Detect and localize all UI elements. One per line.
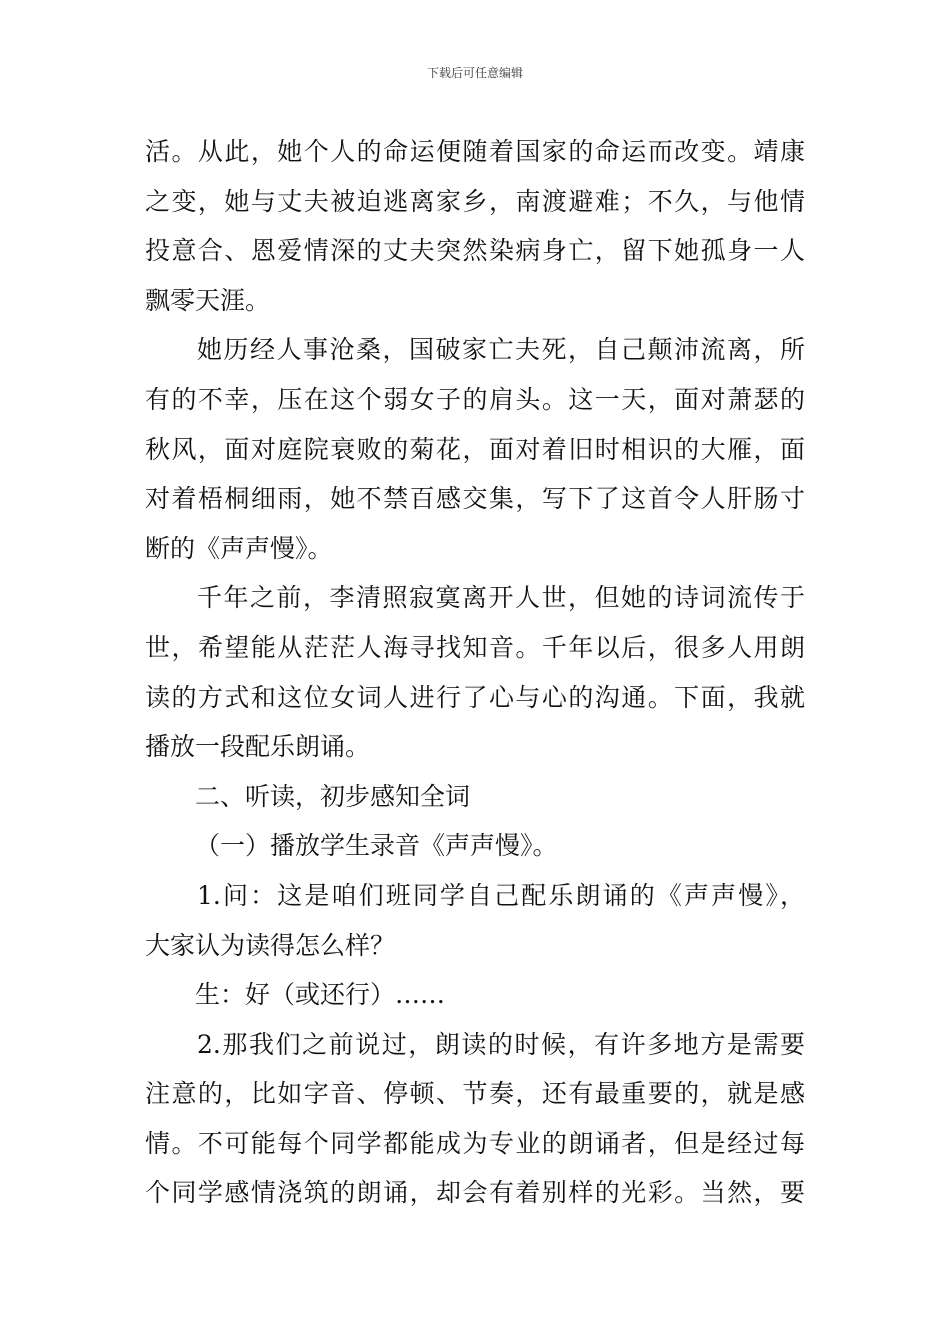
text-line: 之变，她与丈夫被迫逃离家乡，南渡避难；不久，与他情 [145, 186, 805, 216]
paragraph-start-line: 1.问：这是咱们班同学自己配乐朗诵的《声声慢》， [197, 880, 805, 910]
text-line: 注意的，比如字音、停顿、节奏，还有最重要的，就是感 [145, 1079, 805, 1109]
body-text [145, 127, 805, 1218]
paragraph-start-line: 2.那我们之前说过，朗读的时候，有许多地方是需要 [197, 1029, 805, 1059]
paragraph-start-line: 她历经人事沧桑，国破家亡夫死，自己颠沛流离，所 [197, 335, 805, 365]
text-line: 秋风，面对庭院衰败的菊花，面对着旧时相识的大雁，面 [145, 434, 805, 464]
subsection-heading: （一）播放学生录音《声声慢》。 [195, 831, 558, 861]
paragraph-start-line: 生：好（或还行）…… [195, 980, 446, 1010]
text-line: 大家认为读得怎么样？ [145, 930, 396, 960]
text-line: 投意合、恩爱情深的丈夫突然染病身亡，留下她孤身一人 [145, 236, 805, 266]
text-line: 有的不幸，压在这个弱女子的肩头。这一天，面对萧瑟的 [145, 384, 805, 414]
text-line: 对着梧桐细雨，她不禁百感交集，写下了这首令人肝肠寸 [145, 484, 805, 514]
section-heading: 二、听读，初步感知全词 [195, 781, 471, 811]
page-header: 下载后可任意编辑 [426, 66, 523, 80]
text-line: 读的方式和这位女词人进行了心与心的沟通。下面，我就 [145, 682, 805, 712]
text-line: 播放一段配乐朗诵。 [145, 732, 371, 762]
text-line: 飘零天涯。 [145, 285, 271, 315]
text-line: 断的《声声慢》。 [145, 533, 333, 563]
text-line: 情。不可能每个同学都能成为专业的朗诵者，但是经过每 [145, 1128, 805, 1158]
text-line: 个同学感情浇筑的朗诵，却会有着别样的光彩。当然，要 [145, 1178, 805, 1208]
text-line: 世，希望能从茫茫人海寻找知音。千年以后，很多人用朗 [145, 632, 805, 662]
paragraph-start-line: 千年之前，李清照寂寞离开人世，但她的诗词流传于 [197, 583, 805, 613]
text-line: 活。从此，她个人的命运便随着国家的命运而改变。靖康 [145, 137, 805, 166]
